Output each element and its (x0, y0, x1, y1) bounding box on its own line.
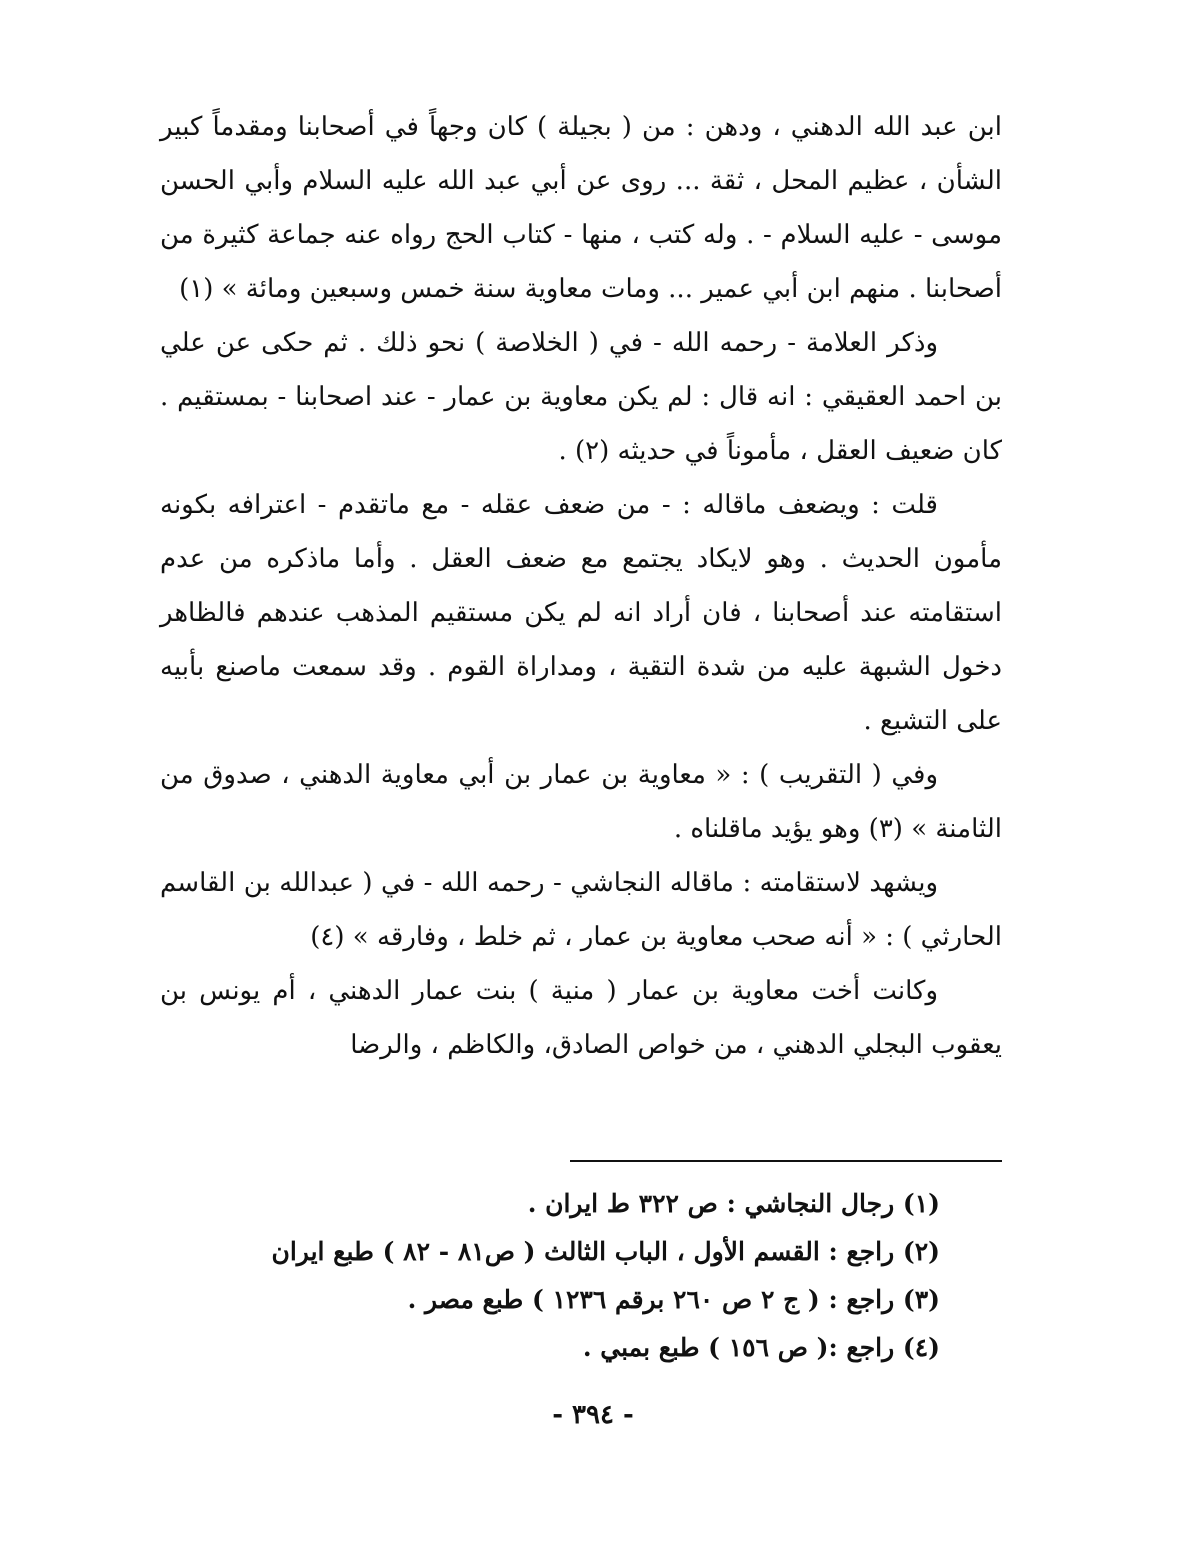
footnote-divider (570, 1160, 1002, 1162)
paragraph-5: ويشهد لاستقامته : ماقاله النجاشي - رحمه الله - في ( عبدالله بن القاسم الحارثي ) : « أنه صحب معاوية بن عمار ، ثم خلط ، وفارقه » (٤) (160, 868, 1002, 952)
footnote-2: (٢) راجع : القسم الأول ، الباب الثالث ( ص٨١ - ٨٢ ) طبع ايران (271, 1237, 940, 1266)
main-text (160, 100, 1002, 1072)
footnotes (160, 1180, 940, 1372)
footnote-1: (١) رجال النجاشي : ص ٣٢٢ ط ايران . (527, 1189, 940, 1218)
footnote-4: (٤) راجع :( ص ١٥٦ ) طبع بمبي . (582, 1333, 940, 1362)
page-number: - ٣٩٤ - (552, 1400, 634, 1430)
paragraph-2: وذكر العلامة - رحمه الله - في ( الخلاصة ) نحو ذلك . ثم حكى عن علي بن احمد العقيقي : انه قال : لم يكن معاوية بن عمار - عند اصحابنا - بمستقيم . كان ضعيف العقل ، مأموناً في حديثه (٢) . (160, 328, 1002, 466)
paragraph-4: وفي ( التقريب ) : « معاوية بن عمار بن أبي معاوية الدهني ، صدوق من الثامنة » (٣) وهو يؤيد ماقلناه . (160, 760, 1002, 844)
paragraph-3: قلت : ويضعف ماقاله : - من ضعف عقله - مع ماتقدم - اعترافه بكونه مأمون الحديث . وهو لايكاد يجتمع مع ضعف العقل . وأما ماذكره من عدم استقامته عند أصحابنا ، فان أراد انه لم يكن مستقيم المذهب عندهم فالظاهر دخول الشبهة عليه من شدة التقية ، ومداراة القوم . وقد سمعت ماصنع بأبيه على التشيع . (160, 490, 1002, 736)
paragraph-1: ابن عبد الله الدهني ، ودهن : من ( بجيلة ) كان وجهاً في أصحابنا ومقدماً كبير الشأن ، عظيم المحل ، ثقة ... روى عن أبي عبد الله عليه السلام وأبي الحسن موسى - عليه السلام - . وله كتب ، منها - كتاب الحج رواه عنه جماعة كثيرة من أصحابنا . منهم ابن أبي عمير ... ومات معاوية سنة خمس وسبعين ومائة » (١) (160, 112, 1002, 304)
paragraph-6: وكانت أخت معاوية بن عمار ( منية ) بنت عمار الدهني ، أم يونس بن يعقوب البجلي الدهني ، من خواص الصادق، والكاظم ، والرضا (160, 976, 1002, 1060)
footnote-3: (٣) راجع : ( ج ٢ ص ٢٦٠ برقم ١٢٣٦ ) طبع مصر . (407, 1285, 940, 1314)
